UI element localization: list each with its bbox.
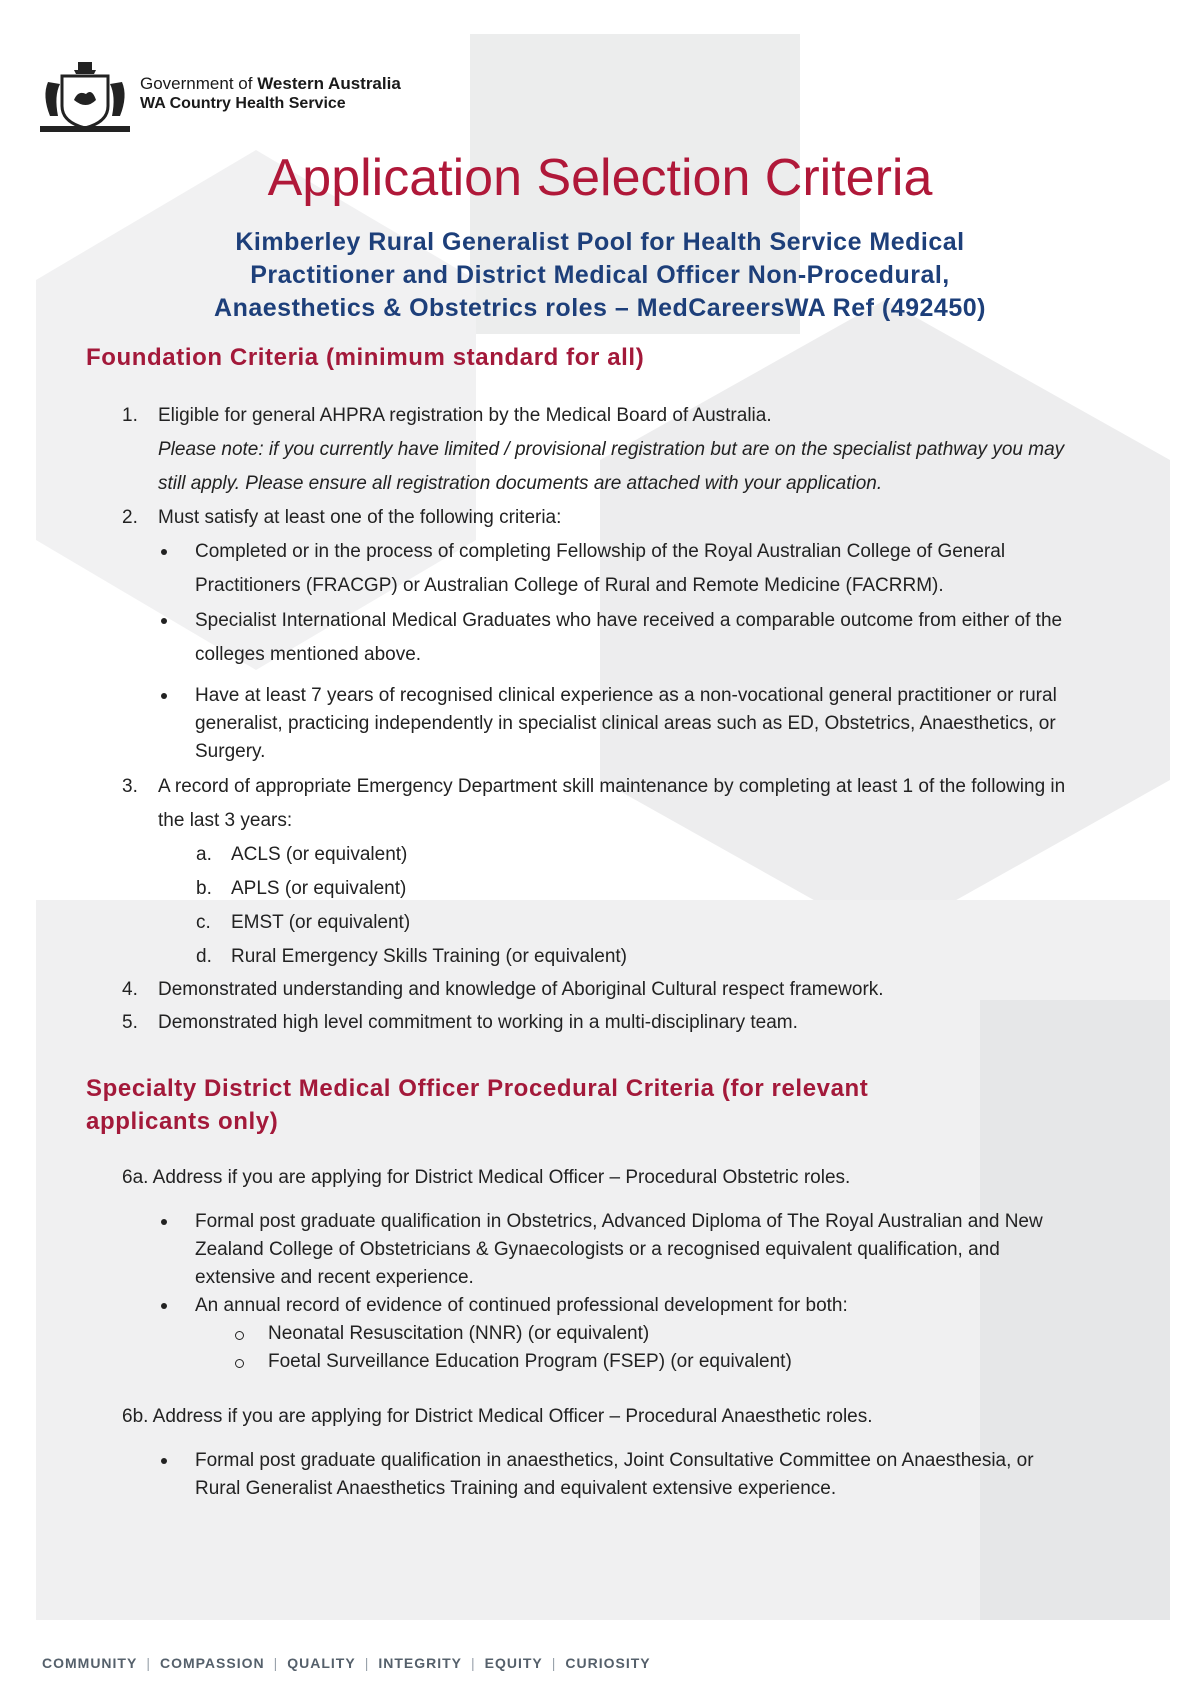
list-number: 2. xyxy=(122,507,138,528)
list-number: 5. xyxy=(122,1012,138,1033)
list-number: 4. xyxy=(122,979,138,1000)
list-number: 1. xyxy=(122,405,138,426)
page-title: Application Selection Criteria xyxy=(267,149,933,207)
list-item: Eligible for general AHPRA registration by the Medical Board of Australia. xyxy=(158,405,772,426)
sublist-letter: c. xyxy=(196,912,211,933)
government-name: Government of Western Australia xyxy=(140,74,401,93)
bullet-item: extensive and recent experience. xyxy=(195,1267,474,1288)
bullet-icon xyxy=(161,693,167,699)
service-name: WA Country Health Service xyxy=(140,95,346,112)
sub-bullet-item: Foetal Surveillance Education Program (FSEP) (or equivalent) xyxy=(268,1351,792,1372)
bullet-item: Zealand College of Obstetricians & Gynaecologists or a recognised equivalent qualification, and xyxy=(195,1239,1000,1260)
list-item: Demonstrated high level commitment to working in a multi-disciplinary team. xyxy=(158,1012,798,1033)
sublist-letter: b. xyxy=(196,878,212,899)
bullet-item: Completed or in the process of completing Fellowship of the Royal Australian College of General xyxy=(195,541,1006,562)
list-item: Must satisfy at least one of the following criteria: xyxy=(158,507,562,528)
sublist-letter: d. xyxy=(196,946,212,967)
list-item: the last 3 years: xyxy=(158,810,293,831)
specialty-heading: Specialty District Medical Officer Procedural Criteria (for relevant applicants only) xyxy=(86,1075,869,1135)
bullet-item: Specialist International Medical Graduates who have received a comparable outcome from either of the xyxy=(195,610,1063,631)
sublist-letter: a. xyxy=(196,844,212,865)
note-text: Please note: if you currently have limited / provisional registration but are on the specialist pathway you may xyxy=(158,439,1065,460)
sublist-item: Rural Emergency Skills Training (or equivalent) xyxy=(231,946,627,967)
sublist-item: ACLS (or equivalent) xyxy=(231,844,408,865)
circle-bullet-icon xyxy=(235,1359,244,1368)
list-item: A record of appropriate Emergency Department skill maintenance by completing at least 1 of the following in xyxy=(158,776,1066,797)
sub-bullet-item: Neonatal Resuscitation (NNR) (or equivalent) xyxy=(268,1323,650,1344)
values-footer: COMMUNITY | COMPASSION | QUALITY | INTEGRITY | EQUITY | CURIOSITY xyxy=(42,1655,651,1671)
circle-bullet-icon xyxy=(235,1331,244,1340)
bullet-item: colleges mentioned above. xyxy=(195,644,422,665)
bullet-item: Surgery. xyxy=(195,741,266,762)
foundation-heading: Foundation Criteria (minimum standard for all) xyxy=(86,344,645,371)
bullet-icon xyxy=(161,1219,167,1225)
list-number: 3. xyxy=(122,776,138,797)
bullet-icon xyxy=(161,618,167,624)
bullet-item: Have at least 7 years of recognised clinical experience as a non-vocational general practitioner or rural xyxy=(195,685,1057,706)
bullet-icon xyxy=(161,1303,167,1309)
bullet-item: generalist, practicing independently in specialist clinical areas such as ED, Obstetrics, Anaesthetics, or xyxy=(195,713,1056,734)
bullet-item: Formal post graduate qualification in anaesthetics, Joint Consultative Committee on Anaesthesia, or xyxy=(195,1450,1034,1471)
section-6a: 6a. Address if you are applying for District Medical Officer – Procedural Obstetric roles. xyxy=(122,1167,851,1188)
sublist-item: EMST (or equivalent) xyxy=(231,912,411,933)
note-text: still apply. Please ensure all registration documents are attached with your application. xyxy=(158,473,883,494)
bullet-icon xyxy=(161,549,167,555)
bullet-icon xyxy=(161,1458,167,1464)
sublist-item: APLS (or equivalent) xyxy=(231,878,407,899)
bullet-item: An annual record of evidence of continued professional development for both: xyxy=(195,1295,848,1316)
wa-crest-logo xyxy=(34,60,136,138)
list-item: Demonstrated understanding and knowledge of Aboriginal Cultural respect framework. xyxy=(158,979,884,1000)
bullet-item: Practitioners (FRACGP) or Australian College of Rural and Remote Medicine (FACRRM). xyxy=(195,575,944,596)
bullet-item: Rural Generalist Anaesthetics Training and equivalent extensive experience. xyxy=(195,1478,837,1499)
bullet-item: Formal post graduate qualification in Obstetrics, Advanced Diploma of The Royal Australian and New xyxy=(195,1211,1043,1232)
section-6b: 6b. Address if you are applying for District Medical Officer – Procedural Anaesthetic roles. xyxy=(122,1406,873,1427)
subtitle: Kimberley Rural Generalist Pool for Health Service Medical Practitioner and District Medical Officer Non-Procedural, Anaesthetics & Obstetrics roles – MedCareersWA Ref (492450) xyxy=(214,228,986,322)
